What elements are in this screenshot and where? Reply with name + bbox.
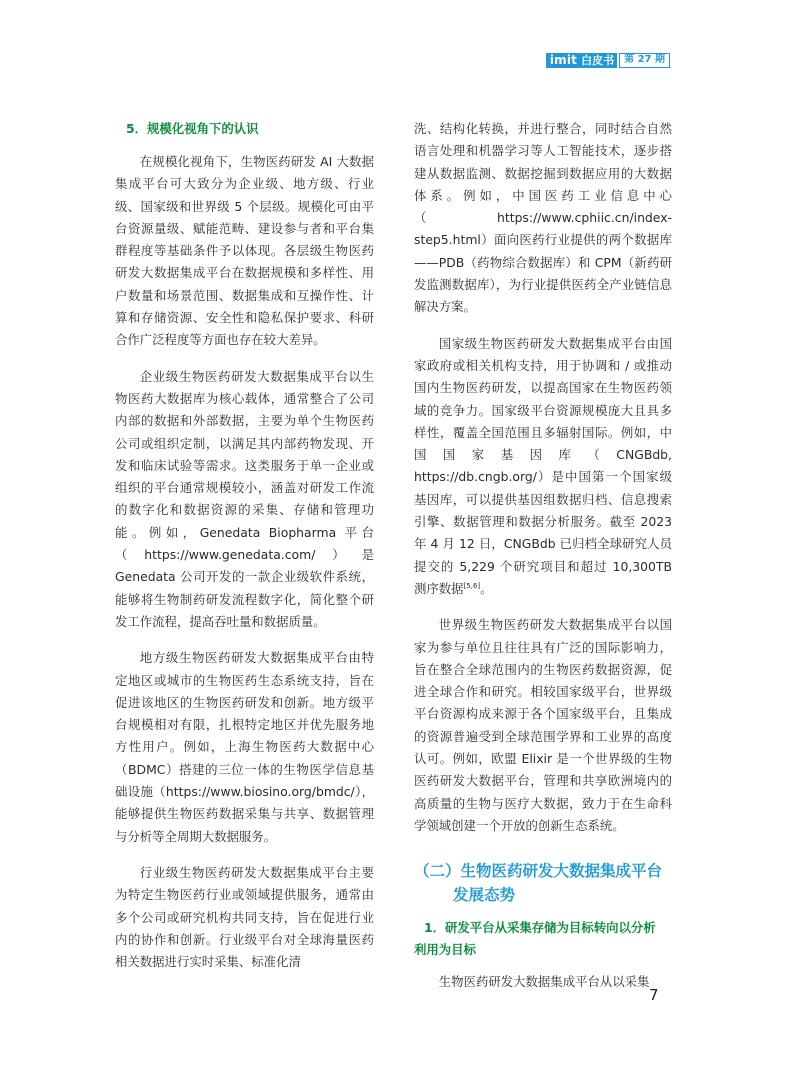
section-title	[414, 859, 672, 907]
section-title-line1: （二）生物医药研发大数据集成平台	[414, 862, 663, 881]
paragraph-end: 。	[480, 580, 493, 596]
paragraph: 生物医药研发大数据集成平台从以采集	[438, 974, 650, 990]
section-heading: 5．规模化视角下的认识	[126, 121, 259, 136]
paragraph: 行业级生物医药研发大数据集成平台主要为特定生物医药行业或领域提供服务，通常由多个公司或研究机构共同支持，旨在促进行业内的协作和创新。行业级平台对全球海量医药相关数据进行实时采集、标准化清	[115, 864, 374, 970]
whitepaper-label: 白皮书	[580, 53, 617, 68]
issue-badge: 第 27 期	[619, 53, 670, 68]
paragraph: 洗、结构化转换，并进行整合，同时结合自然语言处理和机器学习等人工智能技术，逐步搭建从数据监测、数据挖掘到数据应用的大数据体系。例如，中国医药工业信息中心（https://www.cphiic.cn/index-step5.html）面向医药行业提供的两个数据库——PDB（药物综合数据库）和 CPM（新药研发监测数据库），为行业提供医药全产业链信息解决方案。	[414, 121, 672, 315]
section-title-line2: 发展态势	[453, 886, 516, 905]
right-column	[414, 118, 672, 994]
paragraph	[414, 333, 672, 601]
paragraph: 企业级生物医药研发大数据集成平台以生物医药大数据库为核心载体，通常整合了公司内部的数据和外部数据，主要为单个生物医药公司或组织定制，以满足其内部药物发现、开发和临床试验等需求。这类服务于单一企业或组织的平台通常规模较小，涵盖对研发工作流的数字化和数据资源的采集、存储和管理功能。例如，Genedata Biopharma 平台（https://www.genedata.com/）是 Genedata 公司开发的一款企业级软件系统，能够将生物制药研发流程数字化，简化整个研发工作流程，提高吞吐量和数据质量。	[115, 368, 374, 629]
left-column	[115, 118, 374, 973]
subsection-heading	[414, 917, 672, 961]
imit-logo: imit	[546, 53, 580, 68]
paragraph: 地方级生物医药研发大数据集成平台由特定地区或城市的生物医药生态系统支持，旨在促进该地区的生物医药研发和创新。地方级平台规模相对有限，扎根特定地区并优先服务地方性用户。例如，上海生物医药大数据中心（BDMC）搭建的三位一体的生物医学信息基础设施（https://www.biosino.org/bmdc/），能够提供生物医药数据采集与共享、数据管理与分析等全周期大数据服务。	[115, 650, 374, 844]
paragraph: 世界级生物医药研发大数据集成平台以国家为参与单位且往往具有广泛的国际影响力，旨在整合全球范围内的生物医药数据资源，促进全球合作和研究。相较国家级平台，世界级平台资源构成来源于各个国家级平台，且集成的资源普遍受到全球范围学界和工业界的高度认可。例如，欧盟 Elixir 是一个世界级的生物医药研发大数据平台，管理和共享欧洲境内的高质量的生物与医疗大数据，致力于在生命科学领域创建一个开放的创新生态系统。	[414, 617, 672, 833]
subsection-heading-line1: 1．研发平台从采集存储为目标转向以分析	[424, 920, 656, 936]
paragraph-text: 国家级生物医药研发大数据集成平台由国家政府或相关机构支持，用于协调和 / 或推动国内生物医药研发，以提高国家在生物医药领域的竞争力。国家级平台资源规模庞大且具多样性，覆盖全国范围且多辐射国际。例如，中国国家基因库（CNGBdb, https://db.cngb.org/）是中国第一个国家级基因库，可以提供基因组数据归档、信息搜索引擎、数据管理和数据分析服务。截至 2023 年 4 月 12 日，CNGBdb 已归档全球研究人员提交的 5,229 个研究项目和超过 10,300TB 测序数据	[414, 335, 672, 596]
subsection-heading-line2: 利用为目标	[414, 942, 476, 958]
citation-ref: [5,6]	[463, 581, 481, 590]
page-header	[546, 53, 670, 68]
page-number: 7	[649, 986, 659, 1004]
paragraph: 在规模化视角下，生物医药研发 AI 大数据集成平台可大致分为企业级、地方级、行业级、国家级和世界级 5 个层级。规模化可由平台资源量级、赋能范畴、建设参与者和平台集群程度等基础条件予以体现。各层级生物医药研发大数据集成平台在数据规模和多样性、用户数量和场景范围、数据集成和互操作性、计算和存储资源、安全性和隐私保护要求、科研合作广泛程度等方面也存在较大差异。	[115, 154, 374, 348]
